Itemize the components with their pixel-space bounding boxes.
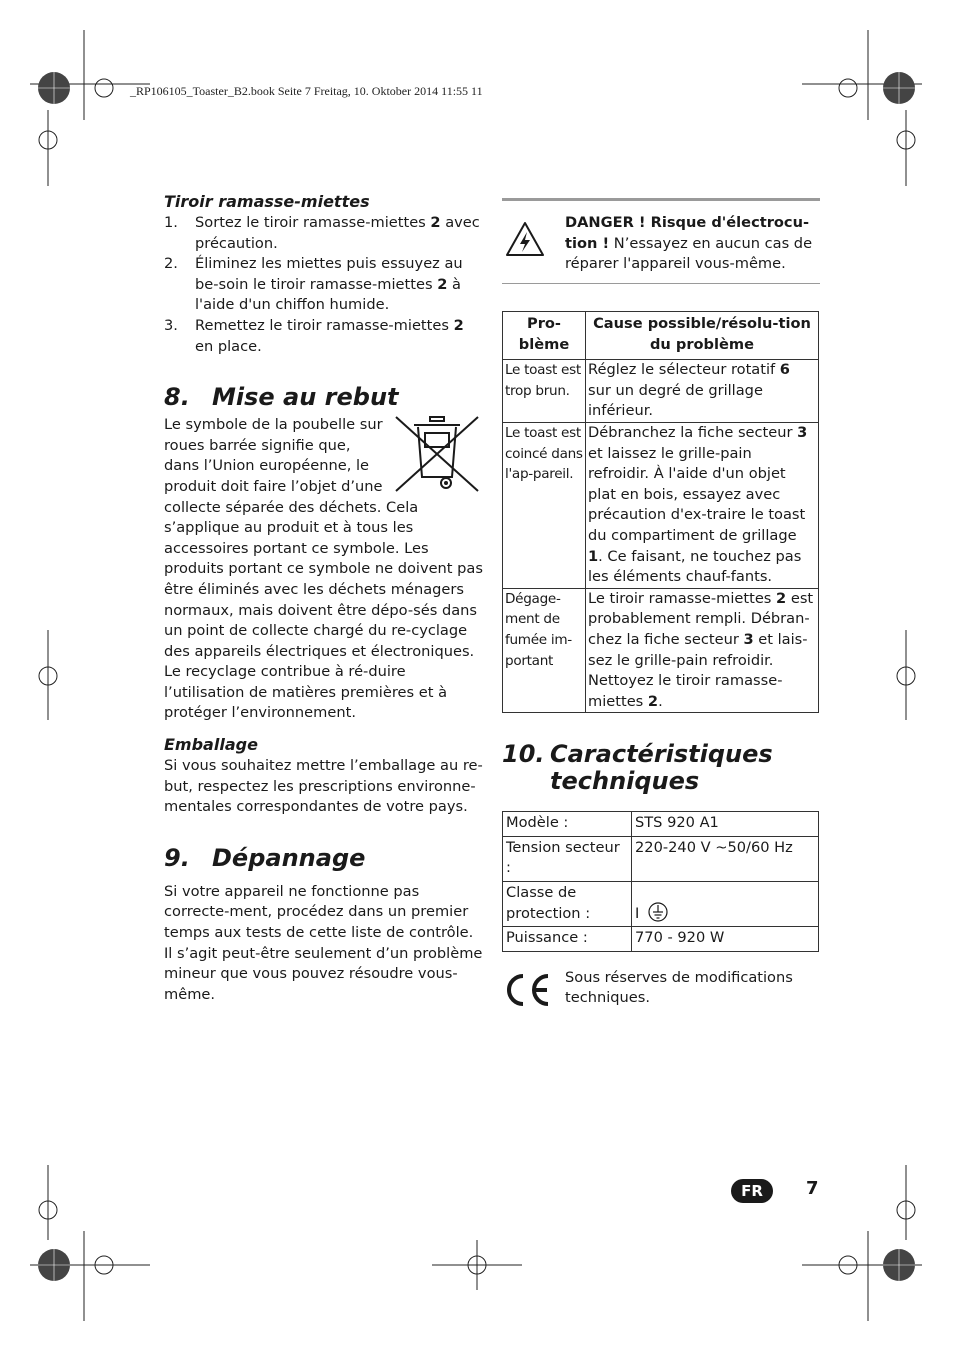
disposal-text: Le symbole de la poubelle sur roues barrée signifie que, dans l’Union européenne, le produit doit faire l’objet d’une collecte séparée des déchets. Cela s’applique au produit et à tous les accessoires portant ce symbole. Les produits portant ce symbole ne doivent pas être éliminés avec les déchets ménagers normaux, mais doivent être dépo-sés dans un point de collecte chargé du re-cyclage des appareils électriques et électroniques. Le recyclage contribue à ré-duire l’utilisation de matières premières et à protéger l’environnement.	[164, 416, 483, 722]
ground-symbol-icon	[648, 902, 668, 922]
step-3: 3. Remettez le tiroir ramasse-miettes 2 en place.	[164, 316, 464, 355]
book-info-header: _RP106105_Toaster_B2.book Seite 7 Freitag, 10. Oktober 2014 11:55 11	[130, 84, 483, 98]
danger-warning	[502, 198, 820, 284]
table-row: Le toast est trop brun. Réglez le sélecteur rotatif 6 sur un degré de grillage inférieur.	[503, 360, 819, 423]
danger-title: DANGER ! Risque d'électrocu-tion !	[565, 214, 810, 252]
crossed-bin-icon	[392, 415, 484, 493]
ce-note: Sous réserves de modifications techniques.	[502, 968, 820, 1009]
table-row: Le toast est coincé dans l'ap-pareil. Débranchez la fiche secteur 3 et laissez le grille-pain refroidir. À l'aide d'un objet plat en bois, essayez avec précaution d'ex-traire le toast du compartiment de grillage 1. Ce faisant, ne touchez pas les éléments chauf-fants.	[503, 422, 819, 588]
language-badge: FR	[731, 1179, 773, 1203]
section-8-title: 8. Mise au rebut	[164, 383, 399, 412]
danger-body: N’essayez en aucun cas de réparer l'appareil vous-même.	[565, 234, 813, 273]
section-9-title: 9. Dépannage	[164, 843, 366, 872]
table-row: Puissance : 770 - 920 W	[503, 927, 819, 952]
step-1: 1. Sortez le tiroir ramasse-miettes 2 avec précaution.	[164, 214, 480, 252]
packaging-text: Si vous souhaitez mettre l’emballage au re-but, respectez les prescriptions environne-mentales correspondantes de votre pays.	[164, 757, 483, 816]
page-number: 7	[806, 1178, 819, 1199]
table-row: Tension secteur : 220-240 V ~50/60 Hz	[503, 836, 819, 881]
table-row: Classe de protection : I	[503, 882, 819, 927]
specs-table	[502, 811, 819, 952]
left-column	[164, 191, 484, 1005]
table-row: Modèle : STS 920 A1	[503, 812, 819, 837]
section-10-title: 10. Caractéristiques techniques	[502, 740, 773, 796]
ce-mark-icon	[502, 972, 552, 1008]
right-column	[502, 198, 820, 1009]
step-2: 2. Éliminez les miettes puis essuyez au be-soin le tiroir ramasse-miettes 2 à l'aide d'un chiffon humide.	[164, 255, 463, 314]
table-row: Dégage-ment de fumée im-portant Le tiroir ramasse-miettes 2 est probablement rempli. Débran-chez la fiche secteur 3 et lais-sez le grille-pain refroidir. Nettoyez le tiroir ramasse-miettes 2.	[503, 588, 819, 713]
electric-hazard-icon	[505, 221, 545, 257]
crumb-tray-heading: Tiroir ramasse-miettes	[164, 192, 370, 211]
table-header-cause: Cause possible/résolu-tion du problème	[586, 312, 819, 360]
table-header-problem: Pro-blème	[503, 312, 586, 360]
packaging-heading: Emballage	[164, 735, 258, 755]
troubleshooting-table	[502, 311, 819, 713]
troubleshooting-text: Si votre appareil ne fonctionne pas correcte-ment, procédez dans un premier temps aux tests de cette liste de contrôle. Il s’agit peut-être seulement d’un problème mineur que vous pouvez résoudre vous-même.	[164, 882, 483, 1003]
crumb-tray-steps	[164, 213, 484, 357]
